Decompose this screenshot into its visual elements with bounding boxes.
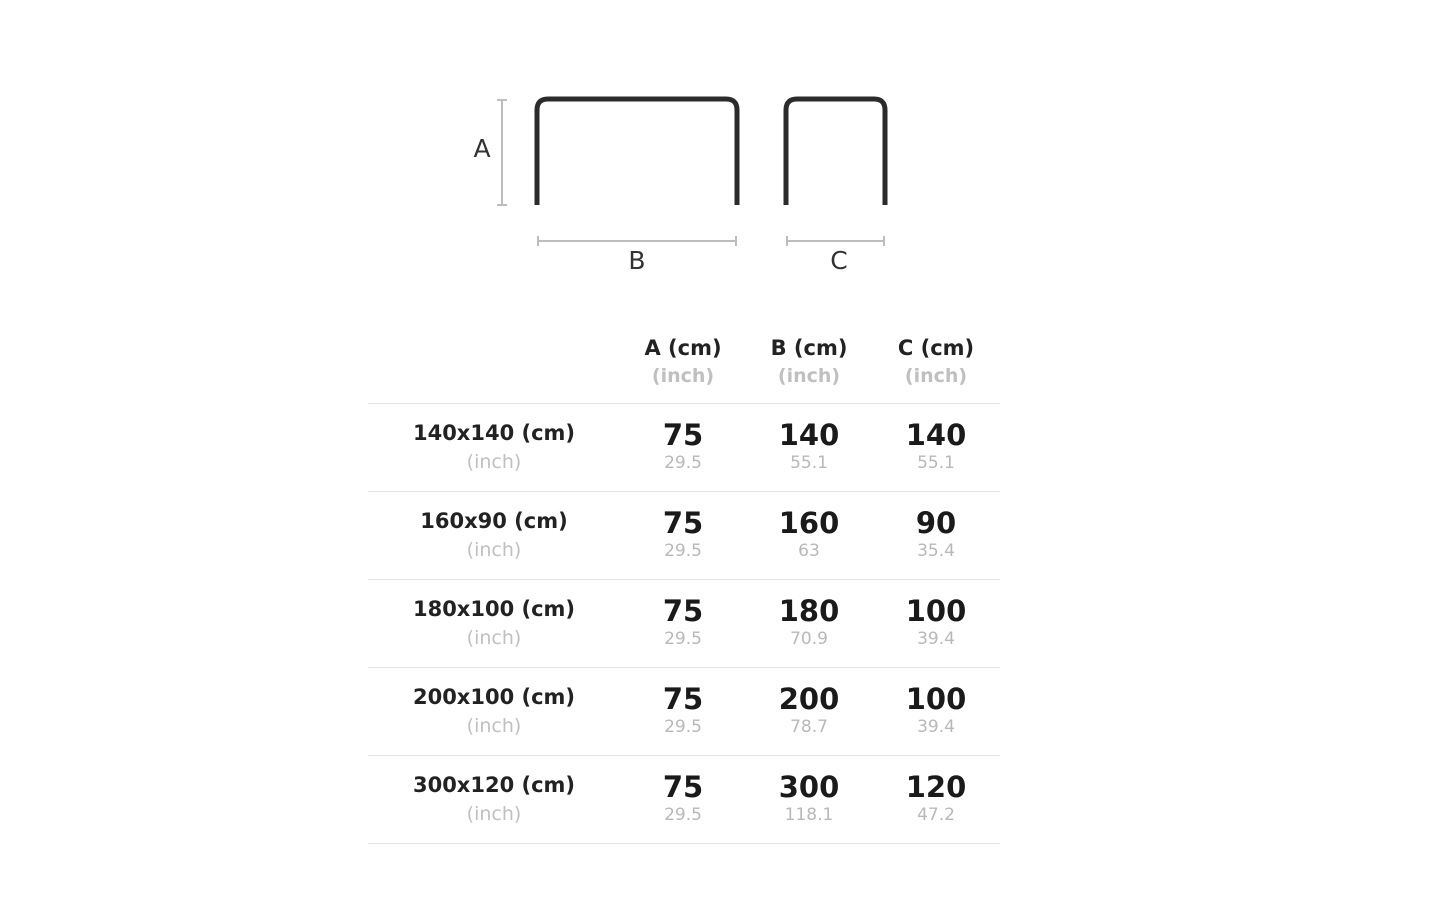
cell-c	[872, 667, 1000, 755]
dimension-a-line	[497, 100, 507, 205]
value-c-inch: 55.1	[917, 453, 955, 473]
value-c-inch: 39.4	[917, 629, 955, 649]
value-a-inch: 29.5	[664, 453, 702, 473]
row-size-cm: 160x90 (cm)	[420, 509, 568, 533]
table-row	[368, 579, 1000, 667]
cell-a	[620, 667, 746, 755]
table-row	[368, 491, 1000, 579]
value-b-cm: 200	[778, 682, 840, 716]
table-row	[368, 403, 1000, 491]
cell-c	[872, 403, 1000, 491]
value-b-inch: 118.1	[784, 805, 834, 825]
header-a-cm: A (cm)	[644, 336, 722, 361]
header-b-cm: B (cm)	[770, 336, 848, 361]
value-a-cm: 75	[662, 682, 704, 716]
header-c-cm: C (cm)	[897, 336, 975, 361]
value-c-cm: 120	[905, 770, 967, 804]
dimension-b-line	[538, 236, 736, 246]
value-a-inch: 29.5	[664, 541, 702, 561]
cell-a	[620, 755, 746, 843]
cell-c	[872, 755, 1000, 843]
table-row	[368, 667, 1000, 755]
value-b-cm: 160	[778, 506, 840, 540]
cell-a	[620, 491, 746, 579]
value-a-inch: 29.5	[664, 629, 702, 649]
dimension-a-label: A	[473, 134, 491, 163]
cell-b	[746, 667, 872, 755]
cell-b	[746, 403, 872, 491]
table-header-row	[368, 322, 1000, 403]
value-c-inch: 47.2	[917, 805, 955, 825]
value-a-cm: 75	[662, 594, 704, 628]
header-b-inch: (inch)	[777, 365, 841, 388]
dimension-b-label: B	[628, 246, 646, 275]
value-b-cm: 180	[778, 594, 840, 628]
row-size-inch: (inch)	[466, 803, 522, 825]
value-a-cm: 75	[662, 418, 704, 452]
table-row	[368, 755, 1000, 843]
cell-b	[746, 491, 872, 579]
value-b-inch: 63	[798, 541, 820, 561]
cell-b	[746, 755, 872, 843]
value-a-inch: 29.5	[664, 805, 702, 825]
dimensions-table	[368, 322, 1000, 844]
cell-c	[872, 579, 1000, 667]
table-front-view-outline	[537, 99, 737, 205]
header-empty-cell	[368, 322, 620, 403]
value-c-inch: 39.4	[917, 717, 955, 737]
row-size-label	[368, 579, 620, 667]
value-b-cm: 300	[778, 770, 840, 804]
row-size-label	[368, 403, 620, 491]
row-size-cm: 180x100 (cm)	[412, 597, 576, 621]
value-c-inch: 35.4	[917, 541, 955, 561]
row-size-cm: 140x140 (cm)	[412, 421, 576, 445]
header-c-inch: (inch)	[904, 365, 968, 388]
header-a	[620, 322, 746, 403]
row-size-inch: (inch)	[466, 715, 522, 737]
cell-a	[620, 403, 746, 491]
value-c-cm: 100	[905, 682, 967, 716]
value-b-inch: 55.1	[790, 453, 828, 473]
value-a-cm: 75	[662, 770, 704, 804]
row-size-inch: (inch)	[466, 451, 522, 473]
value-c-cm: 90	[915, 506, 957, 540]
row-size-inch: (inch)	[466, 539, 522, 561]
row-size-inch: (inch)	[466, 627, 522, 649]
row-size-label	[368, 491, 620, 579]
row-size-cm: 300x120 (cm)	[412, 773, 576, 797]
row-size-cm: 200x100 (cm)	[412, 685, 576, 709]
header-a-inch: (inch)	[651, 365, 715, 388]
value-b-inch: 70.9	[790, 629, 828, 649]
row-size-label	[368, 755, 620, 843]
value-b-cm: 140	[778, 418, 840, 452]
table-side-view-outline	[786, 99, 885, 205]
cell-a	[620, 579, 746, 667]
cell-b	[746, 579, 872, 667]
dimension-c-line	[787, 236, 884, 246]
value-c-cm: 140	[905, 418, 967, 452]
header-c	[872, 322, 1000, 403]
value-c-cm: 100	[905, 594, 967, 628]
value-a-inch: 29.5	[664, 717, 702, 737]
row-size-label	[368, 667, 620, 755]
header-b	[746, 322, 872, 403]
value-b-inch: 78.7	[790, 717, 828, 737]
dimension-c-label: C	[830, 246, 848, 275]
value-a-cm: 75	[662, 506, 704, 540]
cell-c	[872, 491, 1000, 579]
table-dimension-diagram	[0, 0, 1440, 300]
